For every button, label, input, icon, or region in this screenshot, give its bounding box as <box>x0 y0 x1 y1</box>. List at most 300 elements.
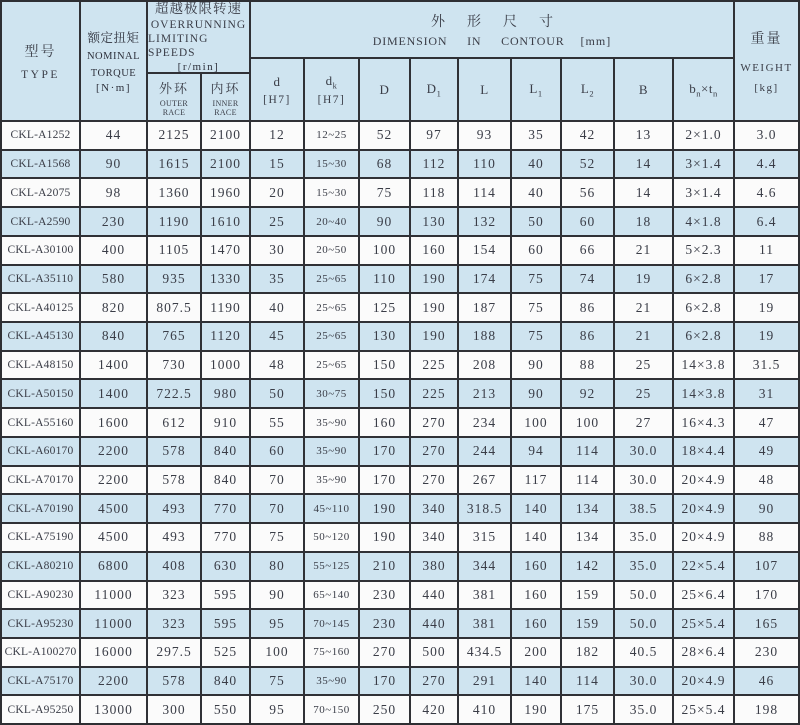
cell-d: 75 <box>251 524 305 551</box>
cell-type: CKL-A70170 <box>2 467 81 494</box>
table-body <box>2 122 798 723</box>
cell-bn-tn: 25×5.4 <box>674 610 735 637</box>
cell-outer-race: 1105 <box>148 237 202 264</box>
cell-D: 90 <box>360 208 411 235</box>
table-row <box>2 208 798 237</box>
cell-outer-race: 493 <box>148 524 202 551</box>
cell-D1: 97 <box>411 122 459 149</box>
cell-D1: 440 <box>411 582 459 609</box>
cell-weight: 19 <box>758 328 775 344</box>
cell-outer-race: 807.5 <box>148 294 202 321</box>
cell-L: 213 <box>459 380 512 407</box>
cell-bn-tn: 6×2.8 <box>674 323 735 350</box>
cell-D1: 270 <box>411 467 459 494</box>
cell-outer-race: 578 <box>148 668 202 695</box>
weight-header-cn: 重量 <box>750 32 783 47</box>
table-row <box>2 610 798 639</box>
col-header-D1: $D_1$ <box>411 59 459 120</box>
cell-L: 267 <box>459 467 512 494</box>
cell-bn-tn: 6×2.8 <box>674 266 735 293</box>
cell-D1: 270 <box>411 409 459 436</box>
cell-type: CKL-A2590 <box>2 208 81 235</box>
weight-header-unit: [kg] <box>754 82 779 94</box>
cell-B: 25 <box>615 380 674 407</box>
cell-L2: 86 <box>562 294 615 321</box>
cell-D: 150 <box>360 352 411 379</box>
cell-dk: 35~90 <box>305 668 360 695</box>
cell-weight: 230 <box>754 644 779 660</box>
cell-type: CKL-A2075 <box>2 179 81 206</box>
cell-outer-race: 323 <box>148 582 202 609</box>
cell-L2: 134 <box>562 524 615 551</box>
cell-type: CKL-A40125 <box>2 294 81 321</box>
cell-outer-race: 578 <box>148 438 202 465</box>
cell-D1: 500 <box>411 639 459 666</box>
cell-bn-tn: 20×4.9 <box>674 524 735 551</box>
cell-type: CKL-A30100 <box>2 237 81 264</box>
cell-L1: 140 <box>512 495 562 522</box>
cell-L1: 90 <box>512 380 562 407</box>
cell-d: 75 <box>251 668 305 695</box>
cell-D: 130 <box>360 323 411 350</box>
dimensions-subheader-row <box>251 59 735 120</box>
cell-inner-race: 1470 <box>202 237 251 264</box>
cell-outer-race: 578 <box>148 467 202 494</box>
cell-d: 70 <box>251 495 305 522</box>
cell-torque: 1600 <box>81 409 148 436</box>
cell-inner-race: 630 <box>202 553 251 580</box>
col-header-bn-tn: $b_n\times t_n$ <box>674 59 735 120</box>
cell-weight: 90 <box>758 500 775 516</box>
dimensions-header-unit: [mm] <box>580 33 612 48</box>
cell-d: 12 <box>251 122 305 149</box>
cell-L2: 134 <box>562 495 615 522</box>
cell-inner-race: 1960 <box>202 179 251 206</box>
cell-inner-race: 2100 <box>202 151 251 178</box>
cell-weight: 88 <box>758 529 775 545</box>
cell-torque: 13000 <box>81 696 148 723</box>
cell-D1: 340 <box>411 495 459 522</box>
table-row <box>2 179 798 208</box>
cell-outer-race: 765 <box>148 323 202 350</box>
cell-L: 174 <box>459 266 512 293</box>
cell-weight: 46 <box>758 673 775 689</box>
cell-d: 70 <box>251 467 305 494</box>
cell-L: 93 <box>459 122 512 149</box>
cell-type: CKL-A50150 <box>2 380 81 407</box>
cell-d: 50 <box>251 380 305 407</box>
cell-bn-tn: 4×1.8 <box>674 208 735 235</box>
cell-type: CKL-A100270 <box>2 639 81 666</box>
cell-B: 21 <box>615 237 674 264</box>
cell-L1: 40 <box>512 179 562 206</box>
cell-torque: 16000 <box>81 639 148 666</box>
cell-L2: 159 <box>562 610 615 637</box>
cell-L: 208 <box>459 352 512 379</box>
cell-L1: 40 <box>512 151 562 178</box>
cell-weight: 11 <box>759 242 774 258</box>
cell-dk: 25~65 <box>305 352 360 379</box>
cell-inner-race: 980 <box>202 380 251 407</box>
cell-inner-race: 770 <box>202 495 251 522</box>
cell-D: 190 <box>360 524 411 551</box>
cell-L: 410 <box>459 696 512 723</box>
cell-D: 190 <box>360 495 411 522</box>
cell-bn-tn: 25×5.4 <box>674 696 735 723</box>
cell-inner-race: 1000 <box>202 352 251 379</box>
col-header-type <box>2 2 81 120</box>
cell-L2: 100 <box>562 409 615 436</box>
cell-bn-tn: 5×2.3 <box>674 237 735 264</box>
cell-type: CKL-A95250 <box>2 696 81 723</box>
cell-D: 250 <box>360 696 411 723</box>
torque-header-en2: TORQUE <box>90 67 137 79</box>
cell-L2: 86 <box>562 323 615 350</box>
cell-L: 381 <box>459 582 512 609</box>
cell-D1: 270 <box>411 668 459 695</box>
cell-type: CKL-A90230 <box>2 582 81 609</box>
cell-L1: 200 <box>512 639 562 666</box>
cell-torque: 4500 <box>81 524 148 551</box>
cell-L: 234 <box>459 409 512 436</box>
cell-B: 21 <box>615 323 674 350</box>
cell-d: 20 <box>251 179 305 206</box>
cell-B: 30.0 <box>615 467 674 494</box>
cell-outer-race: 297.5 <box>148 639 202 666</box>
cell-B: 50.0 <box>615 582 674 609</box>
cell-L1: 160 <box>512 582 562 609</box>
cell-bn-tn: 2×1.0 <box>674 122 735 149</box>
cell-outer-race: 300 <box>148 696 202 723</box>
cell-d: 35 <box>251 266 305 293</box>
cell-L1: 140 <box>512 668 562 695</box>
cell-L: 315 <box>459 524 512 551</box>
cell-outer-race: 1360 <box>148 179 202 206</box>
type-header-en: TYPE <box>21 69 60 81</box>
cell-D1: 112 <box>411 151 459 178</box>
cell-D1: 190 <box>411 266 459 293</box>
col-group-dimensions <box>251 2 735 120</box>
cell-torque: 11000 <box>81 610 148 637</box>
cell-L1: 100 <box>512 409 562 436</box>
cell-dk: 35~90 <box>305 438 360 465</box>
col-header-torque <box>81 2 148 120</box>
col-header-L2: $L_2$ <box>562 59 615 120</box>
table-row <box>2 696 798 723</box>
cell-dk: 35~90 <box>305 467 360 494</box>
cell-L2: 114 <box>562 668 615 695</box>
cell-D: 68 <box>360 151 411 178</box>
cell-torque: 820 <box>81 294 148 321</box>
cell-bn-tn: 3×1.4 <box>674 179 735 206</box>
cell-inner-race: 595 <box>202 610 251 637</box>
cell-D1: 420 <box>411 696 459 723</box>
table-row <box>2 668 798 697</box>
cell-inner-race: 840 <box>202 438 251 465</box>
cell-inner-race: 1190 <box>202 294 251 321</box>
torque-header-unit: [N·m] <box>96 81 131 94</box>
cell-B: 27 <box>615 409 674 436</box>
cell-inner-race: 2100 <box>202 122 251 149</box>
cell-L1: 117 <box>512 467 562 494</box>
cell-outer-race: 730 <box>148 352 202 379</box>
col-header-d: d [H7] <box>251 59 305 120</box>
cell-L2: 74 <box>562 266 615 293</box>
cell-dk: 20~50 <box>305 237 360 264</box>
table-row <box>2 467 798 496</box>
cell-outer-race: 1190 <box>148 208 202 235</box>
cell-dk: 20~40 <box>305 208 360 235</box>
table-row <box>2 639 798 668</box>
cell-bn-tn: 20×4.9 <box>674 668 735 695</box>
cell-outer-race: 722.5 <box>148 380 202 407</box>
cell-d: 45 <box>251 323 305 350</box>
cell-dk: 50~120 <box>305 524 360 551</box>
cell-L1: 35 <box>512 122 562 149</box>
cell-dk: 25~65 <box>305 323 360 350</box>
cell-d: 15 <box>251 151 305 178</box>
cell-torque: 2200 <box>81 467 148 494</box>
cell-D: 150 <box>360 380 411 407</box>
cell-L1: 94 <box>512 438 562 465</box>
cell-L: 318.5 <box>459 495 512 522</box>
cell-L: 381 <box>459 610 512 637</box>
cell-L2: 142 <box>562 553 615 580</box>
cell-L2: 114 <box>562 467 615 494</box>
cell-type: CKL-A1568 <box>2 151 81 178</box>
cell-weight: 31.5 <box>752 357 781 373</box>
torque-header-cn: 额定扭矩 <box>87 31 140 46</box>
cell-L1: 90 <box>512 352 562 379</box>
table-row <box>2 122 798 151</box>
cell-weight: 49 <box>758 443 775 459</box>
cell-D1: 225 <box>411 352 459 379</box>
cell-dk: 25~65 <box>305 266 360 293</box>
cell-weight: 47 <box>758 414 775 430</box>
cell-B: 35.0 <box>615 524 674 551</box>
table-row <box>2 380 798 409</box>
dimensions-header-cn: 外形尺寸 <box>431 14 575 30</box>
cell-torque: 2200 <box>81 668 148 695</box>
cell-D1: 440 <box>411 610 459 637</box>
cell-torque: 6800 <box>81 553 148 580</box>
cell-inner-race: 770 <box>202 524 251 551</box>
cell-D: 170 <box>360 467 411 494</box>
cell-D: 270 <box>360 639 411 666</box>
cell-B: 30.0 <box>615 438 674 465</box>
cell-inner-race: 550 <box>202 696 251 723</box>
cell-bn-tn: 22×5.4 <box>674 553 735 580</box>
table-row <box>2 495 798 524</box>
cell-outer-race: 493 <box>148 495 202 522</box>
torque-header-en1: NOMINAL <box>86 51 141 63</box>
cell-dk: 15~30 <box>305 179 360 206</box>
cell-dk: 15~30 <box>305 151 360 178</box>
cell-outer-race: 935 <box>148 266 202 293</box>
cell-L1: 50 <box>512 208 562 235</box>
cell-L2: 60 <box>562 208 615 235</box>
col-header-B: B <box>615 59 674 120</box>
cell-B: 13 <box>615 122 674 149</box>
cell-B: 21 <box>615 294 674 321</box>
cell-torque: 580 <box>81 266 148 293</box>
cell-type: CKL-A80210 <box>2 553 81 580</box>
cell-D: 52 <box>360 122 411 149</box>
table-row <box>2 237 798 266</box>
cell-bn-tn: 16×4.3 <box>674 409 735 436</box>
cell-L: 291 <box>459 668 512 695</box>
cell-D1: 270 <box>411 438 459 465</box>
table-row <box>2 323 798 352</box>
speeds-group-header <box>148 2 251 74</box>
col-header-L: L <box>459 59 512 120</box>
speeds-header-cn: 超越极限转速 <box>155 1 242 17</box>
table-header <box>2 2 798 122</box>
cell-bn-tn: 20×4.9 <box>674 495 735 522</box>
cell-L: 244 <box>459 438 512 465</box>
cell-L1: 190 <box>512 696 562 723</box>
cell-L1: 75 <box>512 294 562 321</box>
col-header-L1: $L_1$ <box>512 59 562 120</box>
cell-bn-tn: 14×3.8 <box>674 380 735 407</box>
cell-type: CKL-A35110 <box>2 266 81 293</box>
col-header-D: D <box>360 59 411 120</box>
cell-D: 230 <box>360 610 411 637</box>
cell-outer-race: 323 <box>148 610 202 637</box>
cell-L: 434.5 <box>459 639 512 666</box>
cell-L: 188 <box>459 323 512 350</box>
cell-dk: 35~90 <box>305 409 360 436</box>
table-row <box>2 438 798 467</box>
table-row <box>2 294 798 323</box>
table-row <box>2 524 798 553</box>
cell-L2: 92 <box>562 380 615 407</box>
cell-L2: 182 <box>562 639 615 666</box>
cell-dk: 45~110 <box>305 495 360 522</box>
cell-L: 344 <box>459 553 512 580</box>
cell-weight: 4.6 <box>756 184 777 200</box>
cell-d: 55 <box>251 409 305 436</box>
cell-L: 187 <box>459 294 512 321</box>
cell-B: 38.5 <box>615 495 674 522</box>
cell-L1: 140 <box>512 524 562 551</box>
cell-torque: 230 <box>81 208 148 235</box>
cell-weight: 165 <box>754 615 779 631</box>
cell-D1: 118 <box>411 179 459 206</box>
table-row <box>2 266 798 295</box>
cell-d: 40 <box>251 294 305 321</box>
table-row <box>2 553 798 582</box>
cell-d: 48 <box>251 352 305 379</box>
cell-B: 19 <box>615 266 674 293</box>
cell-weight: 3.0 <box>756 127 777 143</box>
cell-bn-tn: 14×3.8 <box>674 352 735 379</box>
cell-bn-tn: 28×6.4 <box>674 639 735 666</box>
cell-L2: 52 <box>562 151 615 178</box>
cell-torque: 44 <box>81 122 148 149</box>
cell-bn-tn: 18×4.4 <box>674 438 735 465</box>
cell-D: 160 <box>360 409 411 436</box>
cell-dk: 75~160 <box>305 639 360 666</box>
cell-inner-race: 1120 <box>202 323 251 350</box>
cell-D1: 190 <box>411 323 459 350</box>
cell-type: CKL-A60170 <box>2 438 81 465</box>
cell-bn-tn: 20×4.9 <box>674 467 735 494</box>
cell-L2: 88 <box>562 352 615 379</box>
weight-header-en: WEIGHT <box>740 62 793 74</box>
cell-D1: 130 <box>411 208 459 235</box>
cell-weight: 17 <box>758 270 775 286</box>
cell-type: CKL-A1252 <box>2 122 81 149</box>
cell-bn-tn: 6×2.8 <box>674 294 735 321</box>
cell-L1: 75 <box>512 266 562 293</box>
cell-torque: 2200 <box>81 438 148 465</box>
cell-torque: 400 <box>81 237 148 264</box>
cell-d: 90 <box>251 582 305 609</box>
cell-dk: 70~145 <box>305 610 360 637</box>
col-header-weight <box>735 2 798 120</box>
cell-D1: 160 <box>411 237 459 264</box>
cell-type: CKL-A75190 <box>2 524 81 551</box>
cell-d: 30 <box>251 237 305 264</box>
cell-B: 40.5 <box>615 639 674 666</box>
table-row <box>2 151 798 180</box>
speeds-subheader-row <box>148 74 251 120</box>
table-row <box>2 409 798 438</box>
cell-B: 50.0 <box>615 610 674 637</box>
cell-D: 110 <box>360 266 411 293</box>
cell-d: 80 <box>251 553 305 580</box>
cell-weight: 6.4 <box>756 213 777 229</box>
cell-inner-race: 840 <box>202 668 251 695</box>
cell-L1: 60 <box>512 237 562 264</box>
cell-inner-race: 840 <box>202 467 251 494</box>
cell-dk: 55~125 <box>305 553 360 580</box>
cell-dk: 25~65 <box>305 294 360 321</box>
cell-dk: 30~75 <box>305 380 360 407</box>
cell-outer-race: 408 <box>148 553 202 580</box>
cell-B: 35.0 <box>615 553 674 580</box>
cell-weight: 19 <box>758 299 775 315</box>
cell-bn-tn: 3×1.4 <box>674 151 735 178</box>
cell-torque: 840 <box>81 323 148 350</box>
col-header-dk: $d_k$ [H7] <box>305 59 360 120</box>
cell-D1: 225 <box>411 380 459 407</box>
cell-L: 154 <box>459 237 512 264</box>
cell-L1: 75 <box>512 323 562 350</box>
cell-L2: 42 <box>562 122 615 149</box>
cell-inner-race: 1610 <box>202 208 251 235</box>
cell-L: 132 <box>459 208 512 235</box>
cell-inner-race: 595 <box>202 582 251 609</box>
cell-weight: 48 <box>758 471 775 487</box>
cell-D1: 380 <box>411 553 459 580</box>
cell-B: 14 <box>615 179 674 206</box>
cell-torque: 90 <box>81 151 148 178</box>
cell-L1: 160 <box>512 610 562 637</box>
cell-type: CKL-A55160 <box>2 409 81 436</box>
col-group-speeds <box>148 2 251 120</box>
cell-d: 25 <box>251 208 305 235</box>
cell-weight: 31 <box>758 385 775 401</box>
cell-weight: 170 <box>754 586 779 602</box>
speeds-header-en1: OVERRUNNING <box>150 18 247 31</box>
col-header-outer-race: 外环 OUTER RACE <box>148 74 202 120</box>
cell-torque: 1400 <box>81 352 148 379</box>
cell-L2: 56 <box>562 179 615 206</box>
cell-torque: 98 <box>81 179 148 206</box>
cell-L2: 66 <box>562 237 615 264</box>
